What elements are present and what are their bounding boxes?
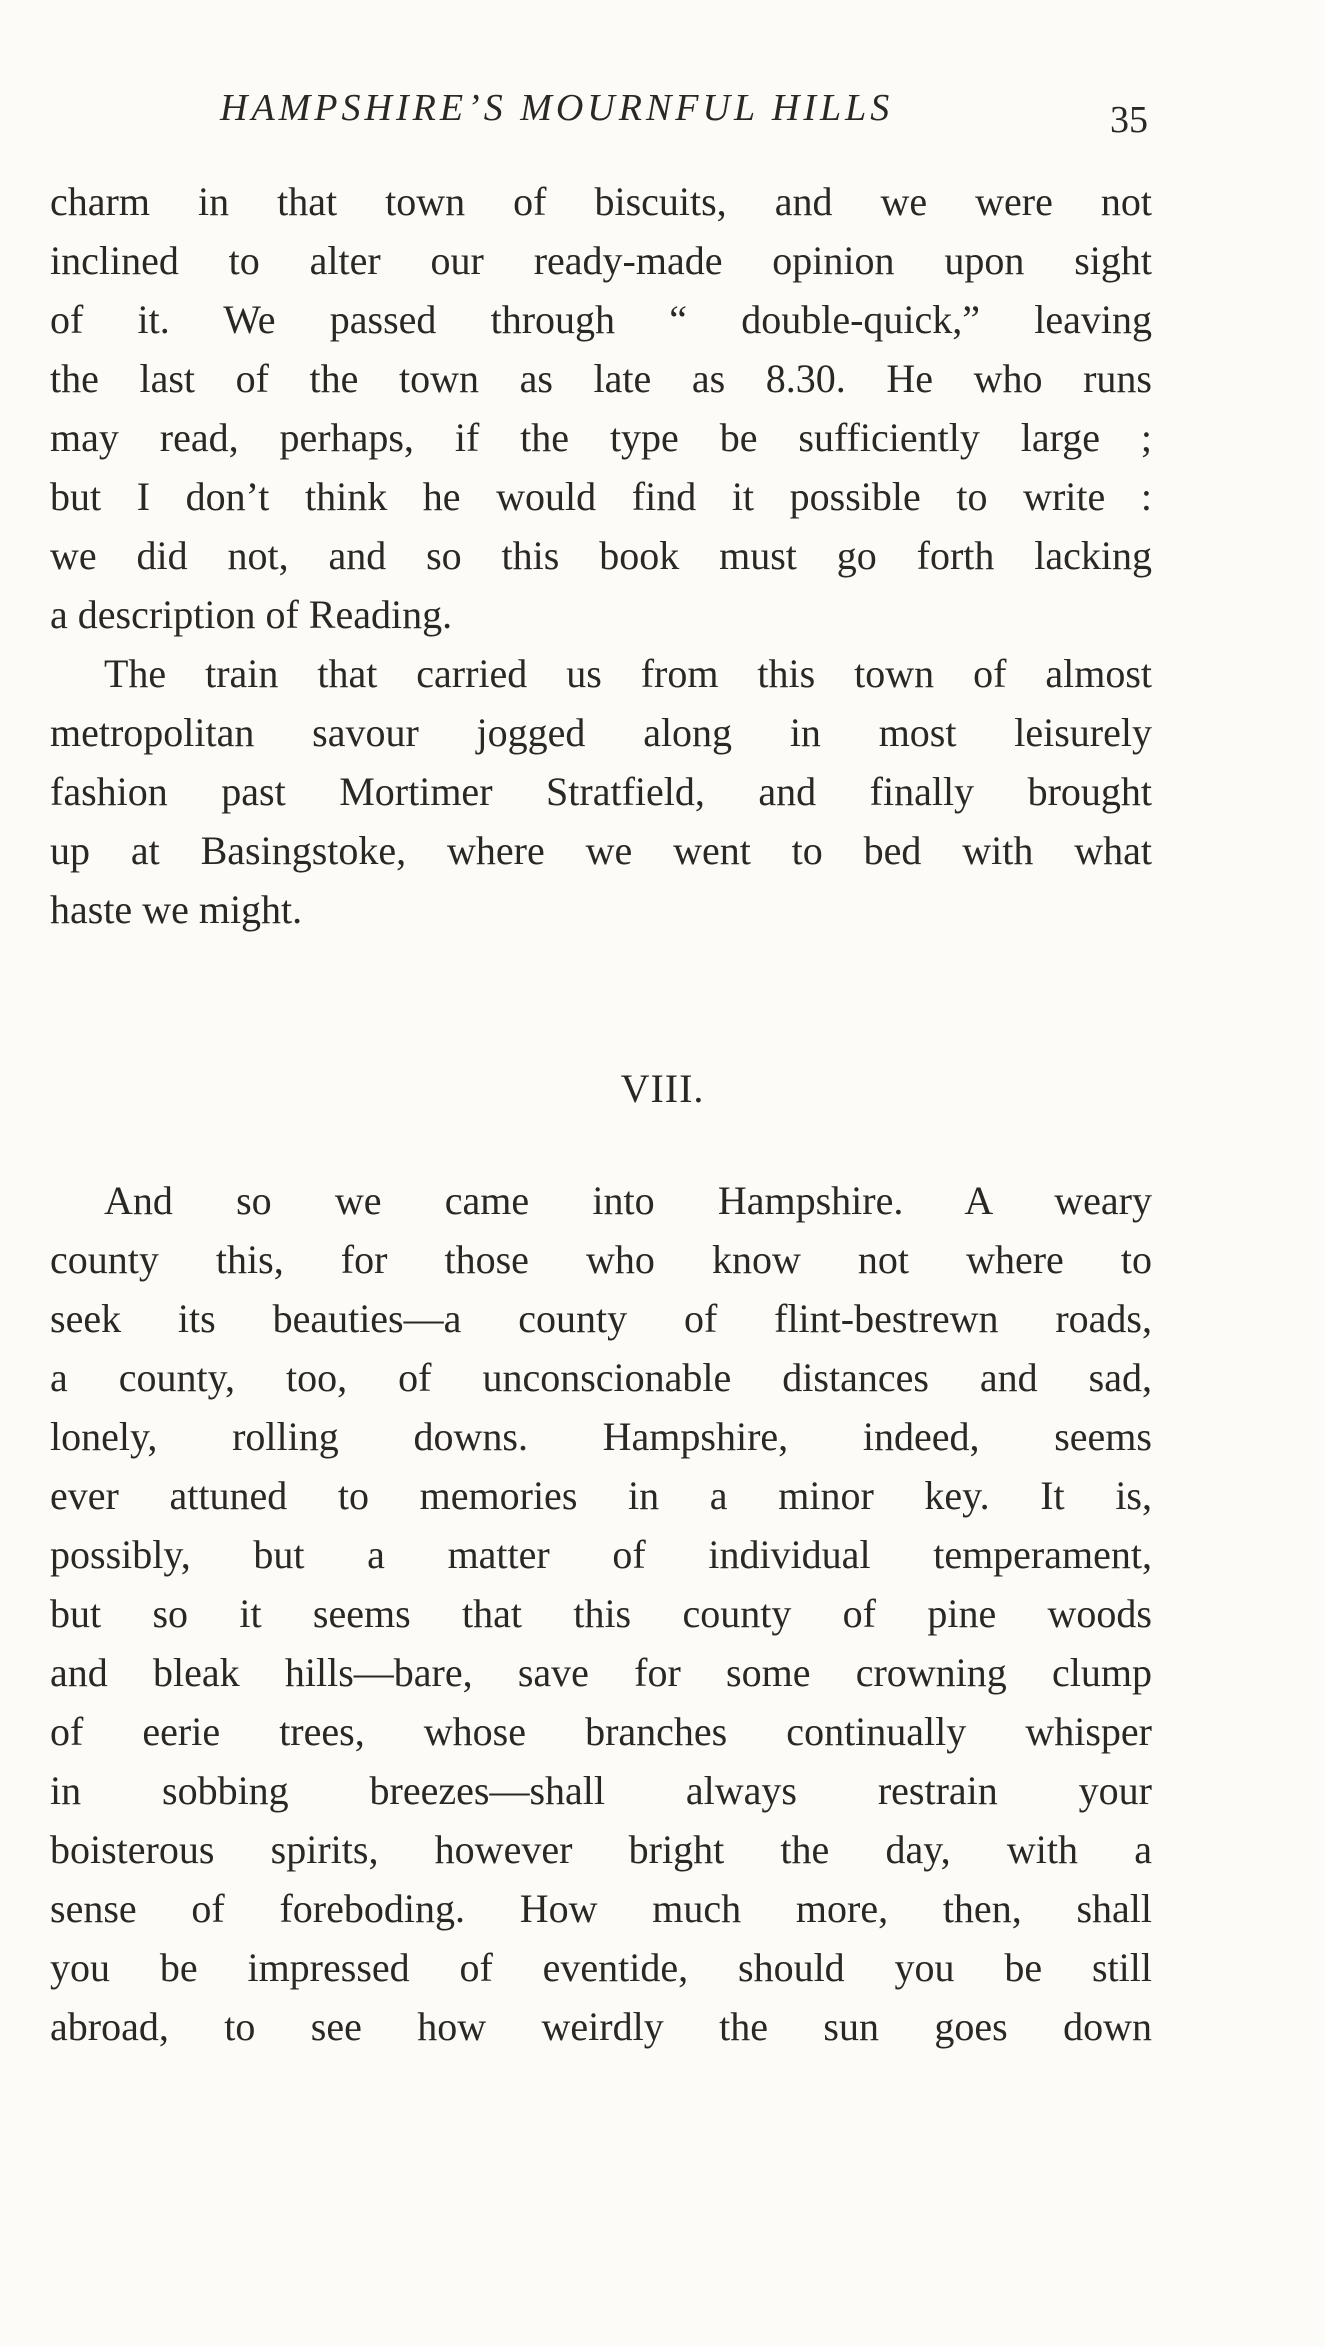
text-line: the last of the town as late as 8.30. He who runs — [50, 356, 1152, 401]
text-line: The train that carried us from this town of almost — [104, 651, 1152, 696]
text-line: haste we might. — [50, 887, 303, 932]
text-line: And so we came into Hampshire. A weary — [104, 1178, 1152, 1223]
text-line: of eerie trees, whose branches continually whisper — [50, 1709, 1152, 1754]
text-line: a county, too, of unconscionable distances and sad, — [50, 1355, 1152, 1400]
text-line: and bleak hills—bare, save for some crowning clump — [50, 1650, 1152, 1695]
text-line: possibly, but a matter of individual temperament, — [50, 1532, 1152, 1577]
text-line: but so it seems that this county of pine woods — [50, 1591, 1152, 1636]
text-line: sense of foreboding. How much more, then, shall — [50, 1886, 1152, 1931]
text-line: inclined to alter our ready-made opinion upon sight — [50, 238, 1152, 283]
page-number: 35 — [1110, 99, 1148, 141]
section-heading: VIII. — [620, 1066, 705, 1111]
running-title: HAMPSHIRE’S MOURNFUL HILLS — [220, 87, 894, 129]
text-line: fashion past Mortimer Stratfield, and finally brought — [50, 769, 1152, 814]
text-line: lonely, rolling downs. Hampshire, indeed, seems — [50, 1414, 1152, 1459]
text-line: a description of Reading. — [50, 592, 453, 637]
text-line: county this, for those who know not where to — [50, 1237, 1152, 1282]
text-line: you be impressed of eventide, should you be still — [50, 1945, 1152, 1990]
text-line: charm in that town of biscuits, and we were not — [50, 179, 1152, 224]
running-head — [0, 86, 1325, 146]
text-line: in sobbing breezes—shall always restrain your — [50, 1768, 1152, 1813]
text-line: metropolitan savour jogged along in most leisurely — [50, 710, 1152, 755]
text-line: boisterous spirits, however bright the day, with a — [50, 1827, 1152, 1872]
text-line: may read, perhaps, if the type be sufficiently large ; — [50, 415, 1152, 460]
text-line: seek its beauties—a county of flint-bestrewn roads, — [50, 1296, 1152, 1341]
text-line: we did not, and so this book must go forth lacking — [50, 533, 1152, 578]
text-line: abroad, to see how weirdly the sun goes down — [50, 2004, 1152, 2049]
text-line: but I don’t think he would find it possible to write : — [50, 474, 1152, 519]
text-line: ever attuned to memories in a minor key. It is, — [50, 1473, 1152, 1518]
text-line: up at Basingstoke, where we went to bed with what — [50, 828, 1152, 873]
text-line: of it. We passed through “ double-quick,” leaving — [50, 297, 1152, 342]
